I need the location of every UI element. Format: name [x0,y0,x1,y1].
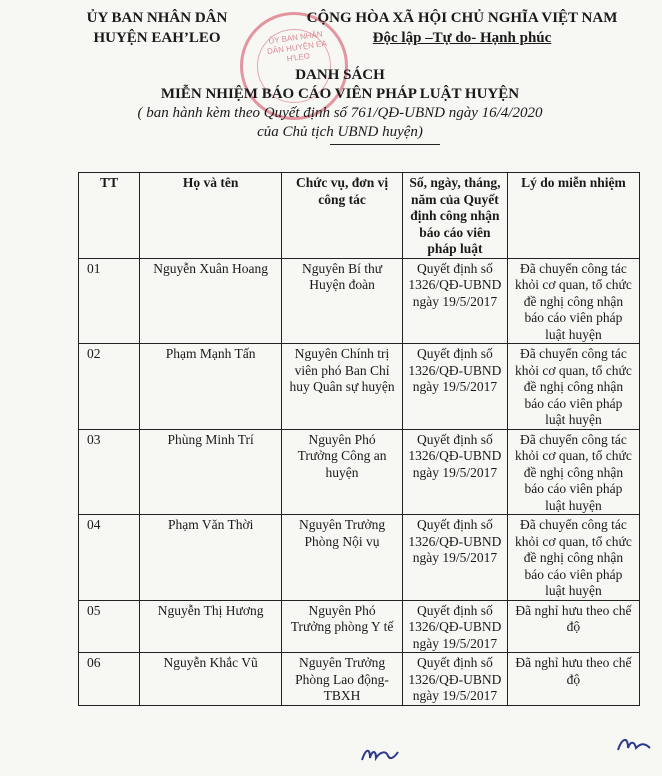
cell-tt: 05 [79,600,140,653]
cell-decision: Quyết định số 1326/QĐ-UBND ngày 19/5/2017 [402,258,507,344]
cell-tt: 06 [79,653,140,706]
cell-name: Phạm Văn Thời [140,515,282,601]
org-line-1: ỦY BAN NHÂN DÂN [86,10,228,26]
cell-decision: Quyết định số 1326/QĐ-UBND ngày 19/5/2017 [402,600,507,653]
table-row [79,258,640,344]
cell-reason: Đã nghỉ hưu theo chế độ [507,600,639,653]
cell-position: Nguyên Trưởng Phòng Lao động-TBXH [282,653,403,706]
cell-decision: Quyết định số 1326/QĐ-UBND ngày 19/5/2017 [402,429,507,515]
title-line-3: ( ban hành kèm theo Quyết định số 761/QĐ-UBND ngày 16/4/2020 [137,105,543,121]
title-line-1: DANH SÁCH [295,67,385,83]
cell-tt: 01 [79,258,140,344]
cell-name: Phạm Mạnh Tấn [140,344,282,430]
motto: Độc lập –Tự do- Hạnh phúc [372,30,552,46]
cell-reason: Đã chuyển công tác khỏi cơ quan, tổ chức đề nghị công nhận báo cáo viên pháp luật huyện [507,344,639,430]
cell-tt: 04 [79,515,140,601]
cell-position: Nguyên Phó Trưởng Công an huyện [282,429,403,515]
cell-name: Nguyễn Thị Hương [140,600,282,653]
table-header-row [79,173,640,259]
cell-reason: Đã chuyển công tác khỏi cơ quan, tổ chức đề nghị công nhận báo cáo viên pháp luật huyện [507,258,639,344]
title-line-2: MIỄN NHIỆM BÁO CÁO VIÊN PHÁP LUẬT HUYỆN [160,86,520,102]
header-name: Họ và tên [140,173,282,259]
table-row [79,600,640,653]
cell-reason: Đã chuyển công tác khỏi cơ quan, tổ chức đề nghị công nhận báo cáo viên pháp luật huyện [507,429,639,515]
title-underline [330,144,440,145]
cell-decision: Quyết định số 1326/QĐ-UBND ngày 19/5/2017 [402,653,507,706]
cell-position: Nguyên Phó Trưởng phòng Y tế [282,600,403,653]
table-row [79,344,640,430]
table-row [79,653,640,706]
document-title [60,66,620,145]
national-heading [262,8,662,48]
cell-decision: Quyết định số 1326/QĐ-UBND ngày 19/5/2017 [402,515,507,601]
initials-signature [360,742,400,766]
cell-tt: 02 [79,344,140,430]
header-reason: Lý do miễn nhiệm [507,173,639,259]
cell-name: Nguyễn Khắc Vũ [140,653,282,706]
seal-text: ỦY BAN NHÂN DÂN HUYỆN EA H'LEO [266,29,328,64]
issuing-authority [62,8,252,48]
table-row [79,515,640,601]
cell-tt: 03 [79,429,140,515]
margin-signature [614,730,654,760]
nation-line: CỘNG HÒA XÃ HỘI CHỦ NGHĨA VIỆT NAM [306,10,618,26]
cell-name: Phùng Minh Trí [140,429,282,515]
org-line-2: HUYỆN EAH’LEO [93,30,221,46]
dismissal-table [78,172,640,706]
cell-position: Nguyên Trưởng Phòng Nội vụ [282,515,403,601]
header-tt: TT [79,173,140,259]
cell-position: Nguyên Bí thư Huyện đoàn [282,258,403,344]
header-decision: Số, ngày, tháng, năm của Quyết định công nhận báo cáo viên pháp luật [402,173,507,259]
header-position: Chức vụ, đơn vị công tác [282,173,403,259]
cell-reason: Đã nghỉ hưu theo chế độ [507,653,639,706]
table-row [79,429,640,515]
cell-reason: Đã chuyển công tác khỏi cơ quan, tổ chức đề nghị công nhận báo cáo viên pháp luật huyện [507,515,639,601]
cell-position: Nguyên Chính trị viên phó Ban Chỉ huy Quân sự huyện [282,344,403,430]
title-line-4: của Chủ tịch UBND huyện) [257,124,423,140]
cell-name: Nguyễn Xuân Hoang [140,258,282,344]
cell-decision: Quyết định số 1326/QĐ-UBND ngày 19/5/2017 [402,344,507,430]
